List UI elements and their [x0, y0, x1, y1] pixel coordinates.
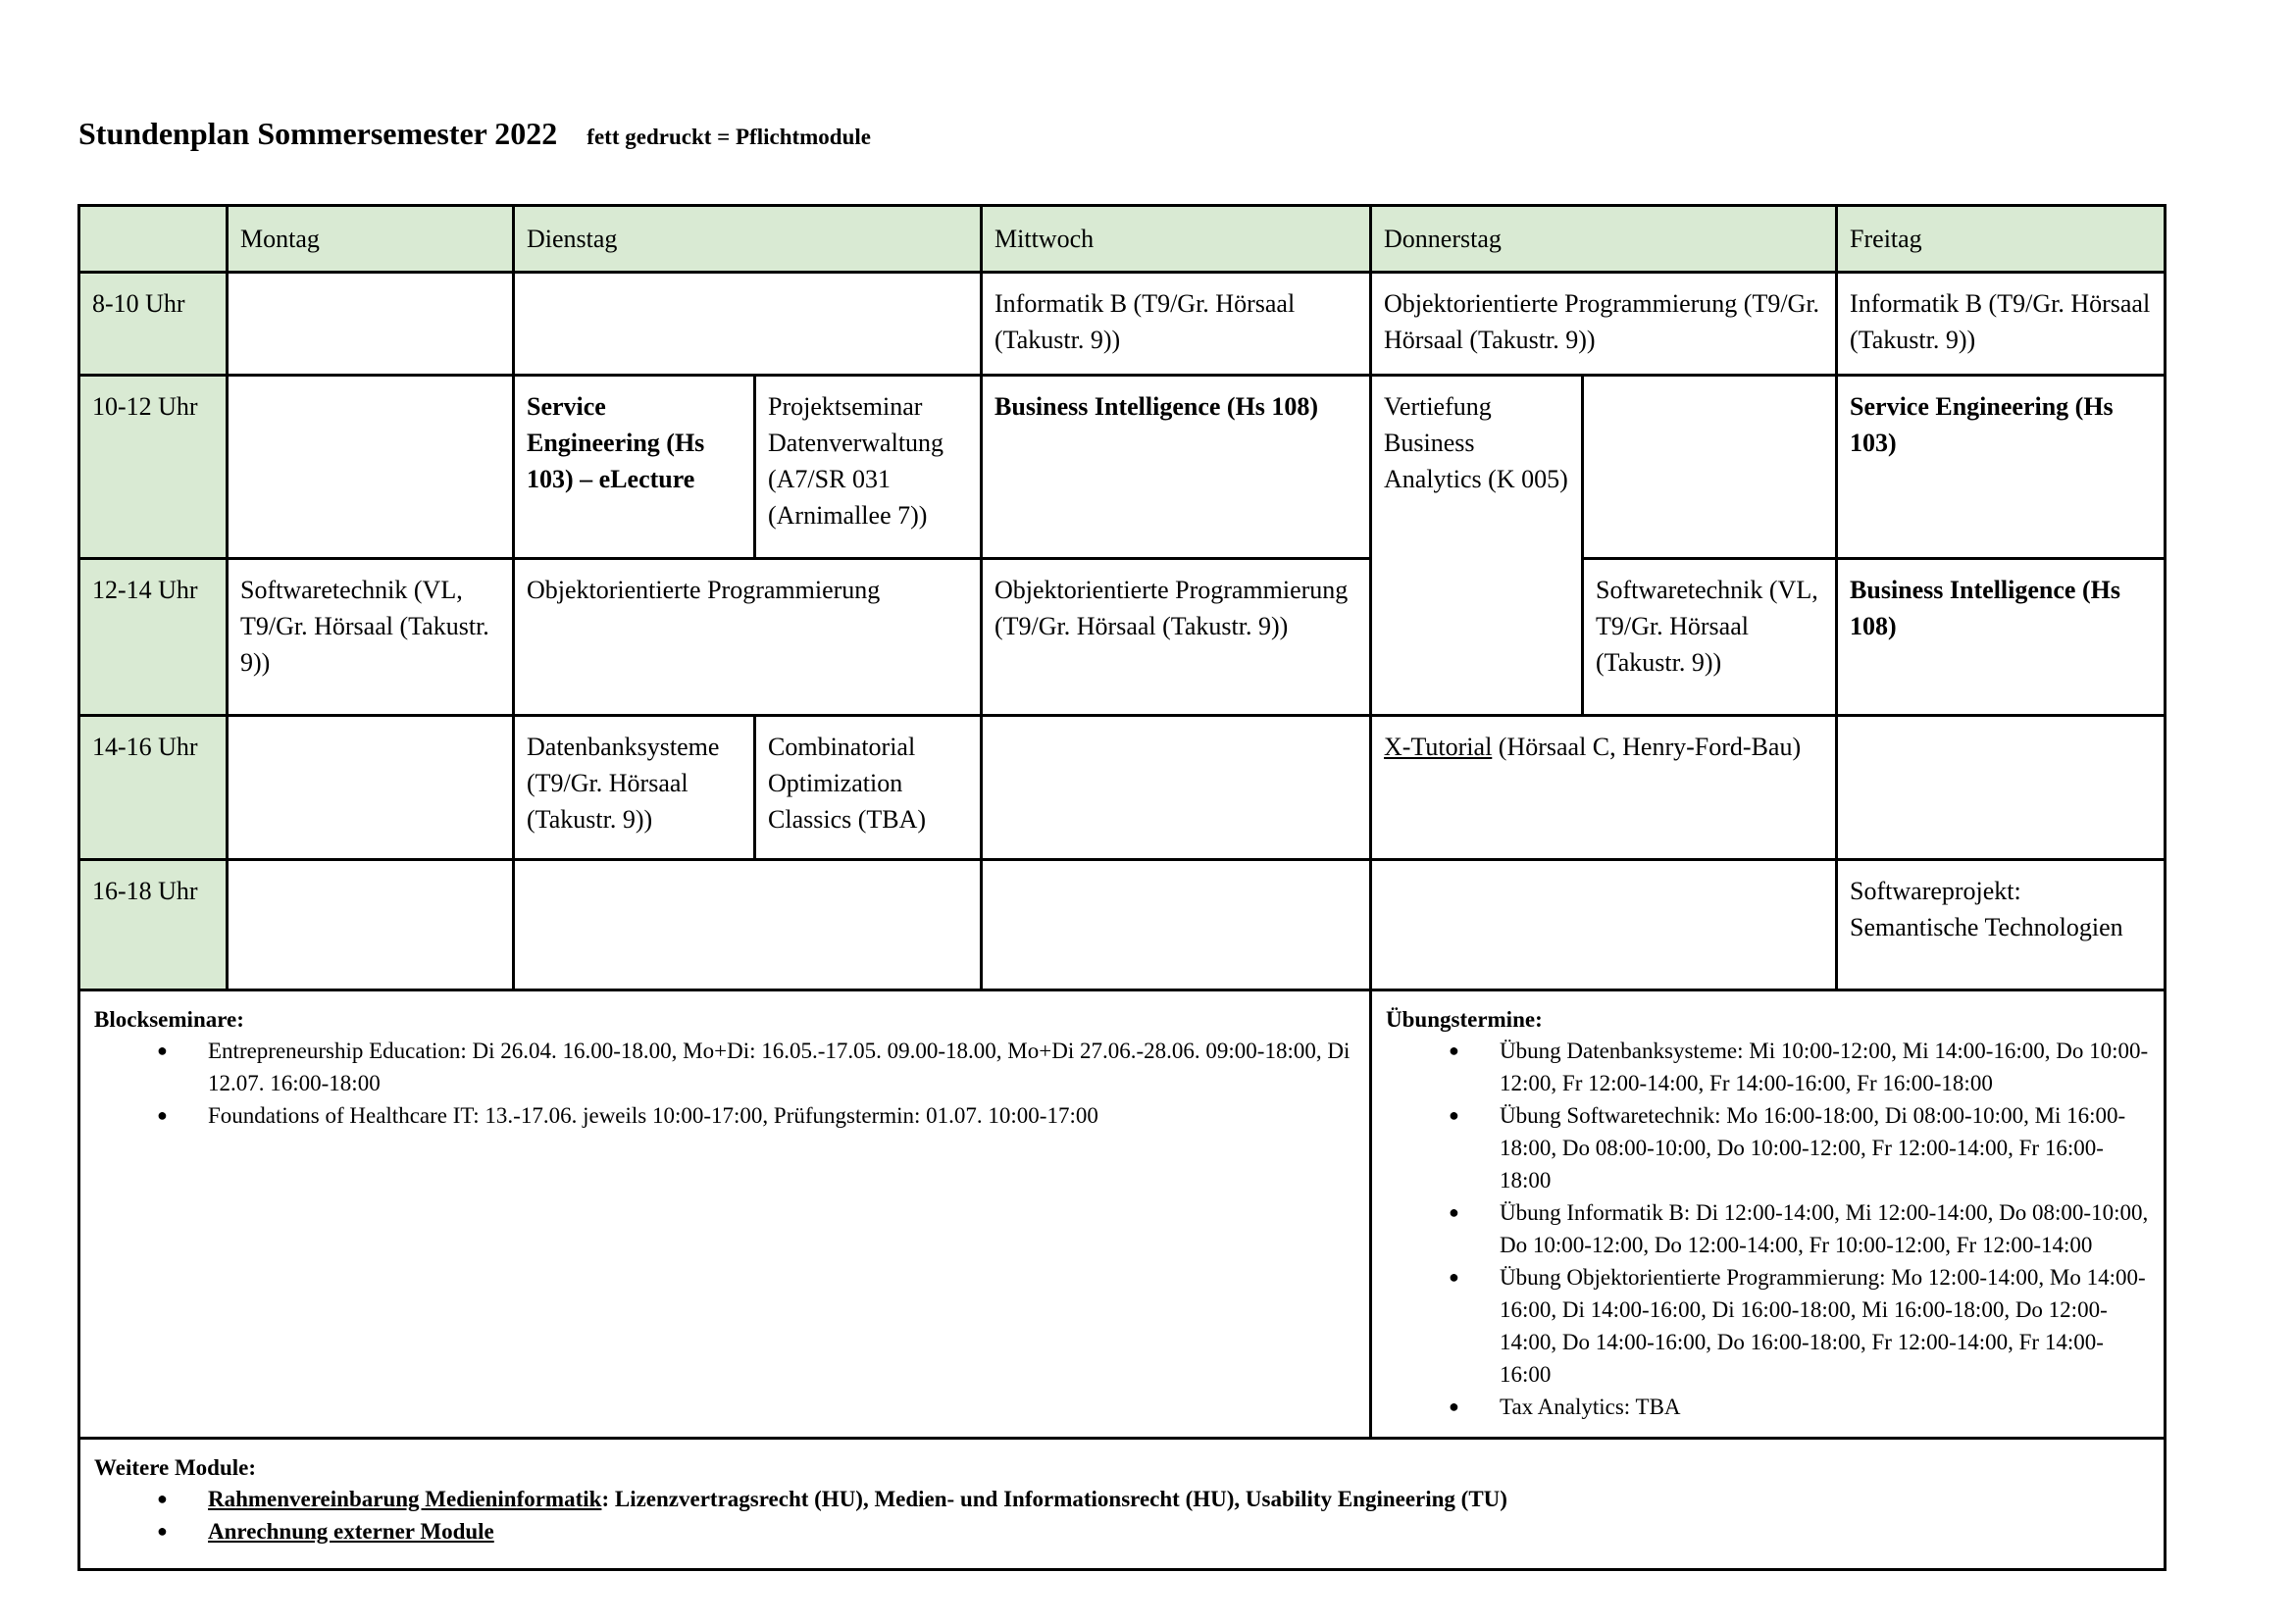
- weitere-module-list: [94, 1483, 2150, 1548]
- cell-empty: [1371, 860, 1837, 990]
- day-header-dienstag: Dienstag: [514, 206, 982, 273]
- more-row: [79, 1439, 2166, 1570]
- cell-di-12: Objektorientierte Programmierung: [514, 559, 982, 716]
- cell-do-10-a: Vertiefung Business Analytics (K 005): [1371, 376, 1583, 716]
- cell-empty: [1583, 376, 1837, 559]
- list-item: ● Übung Objektorientierte Programmierung: Mo 12:00-14:00, Mo 14:00-16:00, Di 14:00-16:00, Di 16:00-18:00, Mi 16:00-18:00, Do 12:00-14:00, Do 14:00-16:00, Do 16:00-18:00, Fr 12:00-14:00, Fr 14:00-16:00: [1500, 1261, 2150, 1391]
- uebungstermine-list: [1386, 1035, 2150, 1423]
- day-header-montag: Montag: [228, 206, 514, 273]
- cell-do-14-text: (Hörsaal C, Henry-Ford-Bau): [1492, 733, 1802, 761]
- medieninformatik-text: : Lizenzvertragsrecht (HU), Medien- und Informationsrecht (HU), Usability Engineering (TU): [601, 1487, 1507, 1511]
- anrechnung-link[interactable]: Anrechnung externer Module: [208, 1519, 494, 1544]
- blockseminare-title: Blockseminare:: [94, 1007, 244, 1032]
- list-item: ● Übung Datenbanksysteme: Mi 10:00-12:00, Mi 14:00-16:00, Do 10:00-12:00, Fr 12:00-14:00, Fr 14:00-16:00, Fr 16:00-18:00: [1500, 1035, 2150, 1099]
- day-header-mittwoch: Mittwoch: [982, 206, 1371, 273]
- legend-note: fett gedruckt = Pflichtmodule: [586, 125, 871, 149]
- time-label: 14-16 Uhr: [79, 716, 228, 860]
- cell-empty: [228, 860, 514, 990]
- cell-di-10-b: Projektseminar Datenverwaltung (A7/SR 031 (Arnimallee 7)): [755, 376, 982, 559]
- cell-mi-8: Informatik B (T9/Gr. Hörsaal (Takustr. 9)): [982, 273, 1371, 376]
- cell-empty: [1837, 716, 2166, 860]
- cell-mi-12: Objektorientierte Programmierung (T9/Gr. Hörsaal (Takustr. 9)): [982, 559, 1371, 716]
- cell-fr-10: Service Engineering (Hs 103): [1837, 376, 2166, 559]
- list-item: [208, 1515, 2150, 1548]
- time-label: 16-18 Uhr: [79, 860, 228, 990]
- cell-empty: [228, 273, 514, 376]
- cell-mi-10: Business Intelligence (Hs 108): [982, 376, 1371, 559]
- list-item: ● Entrepreneurship Education: Di 26.04. 16.00-18.00, Mo+Di: 16.05.-17.05. 09.00-18.00, Mo+Di 27.06.-28.06. 09:00-18:00, Di 12.07. 16:00-18:00: [208, 1035, 1355, 1099]
- weitere-module-section: [79, 1439, 2166, 1570]
- cell-fr-16: Softwareprojekt: Semantische Technologien: [1837, 860, 2166, 990]
- x-tutorial-link[interactable]: X-Tutorial: [1384, 733, 1493, 761]
- cell-do-14: [1371, 716, 1837, 860]
- list-item: ● Foundations of Healthcare IT: 13.-17.06. jeweils 10:00-17:00, Prüfungstermin: 01.07. 10:00-17:00: [208, 1099, 1355, 1132]
- blockseminare-list: [94, 1035, 1355, 1132]
- cell-di-10-a: Service Engineering (Hs 103) – eLecture: [514, 376, 755, 559]
- uebungstermine-section: [1371, 990, 2166, 1439]
- header-row: [79, 206, 2166, 273]
- cell-empty: [982, 860, 1371, 990]
- page-heading: [78, 116, 871, 152]
- day-header-donnerstag: Donnerstag: [1371, 206, 1837, 273]
- corner-cell: [79, 206, 228, 273]
- cell-di-14-b: Combinatorial Optimization Classics (TBA): [755, 716, 982, 860]
- cell-empty: [228, 376, 514, 559]
- row-12-14: [79, 559, 2166, 716]
- cell-fr-8: Informatik B (T9/Gr. Hörsaal (Takustr. 9)): [1837, 273, 2166, 376]
- cell-empty: [982, 716, 1371, 860]
- cell-di-14-a: Datenbanksysteme (T9/Gr. Hörsaal (Takustr. 9)): [514, 716, 755, 860]
- cell-empty: [514, 860, 982, 990]
- weitere-module-title: Weitere Module:: [94, 1455, 256, 1480]
- row-14-16: [79, 716, 2166, 860]
- blockseminare-section: [79, 990, 1371, 1439]
- uebungstermine-title: Übungstermine:: [1386, 1007, 1543, 1032]
- info-row: [79, 990, 2166, 1439]
- list-item: [208, 1483, 2150, 1515]
- cell-fr-12: Business Intelligence (Hs 108): [1837, 559, 2166, 716]
- timetable: [77, 204, 2167, 1571]
- list-item: ● Tax Analytics: TBA: [1500, 1391, 2150, 1423]
- list-item: ● Übung Softwaretechnik: Mo 16:00-18:00, Di 08:00-10:00, Mi 16:00-18:00, Do 08:00-10:00, Do 10:00-12:00, Fr 12:00-14:00, Fr 16:00-18:00: [1500, 1099, 2150, 1196]
- row-10-12: [79, 376, 2166, 559]
- cell-empty: [228, 716, 514, 860]
- cell-do-8: Objektorientierte Programmierung (T9/Gr. Hörsaal (Takustr. 9)): [1371, 273, 1837, 376]
- cell-mo-12: Softwaretechnik (VL, T9/Gr. Hörsaal (Takustr. 9)): [228, 559, 514, 716]
- medieninformatik-link[interactable]: Rahmenvereinbarung Medieninformatik: [208, 1487, 602, 1511]
- row-16-18: [79, 860, 2166, 990]
- time-label: 8-10 Uhr: [79, 273, 228, 376]
- time-label: 12-14 Uhr: [79, 559, 228, 716]
- day-header-freitag: Freitag: [1837, 206, 2166, 273]
- cell-empty: [514, 273, 982, 376]
- list-item: ● Übung Informatik B: Di 12:00-14:00, Mi 12:00-14:00, Do 08:00-10:00, Do 10:00-12:00, Do 12:00-14:00, Fr 10:00-12:00, Fr 12:00-14:00: [1500, 1196, 2150, 1261]
- cell-do-12-b: Softwaretechnik (VL, T9/Gr. Hörsaal (Takustr. 9)): [1583, 559, 1837, 716]
- row-8-10: [79, 273, 2166, 376]
- time-label: 10-12 Uhr: [79, 376, 228, 559]
- page-title: Stundenplan Sommersemester 2022: [78, 116, 558, 151]
